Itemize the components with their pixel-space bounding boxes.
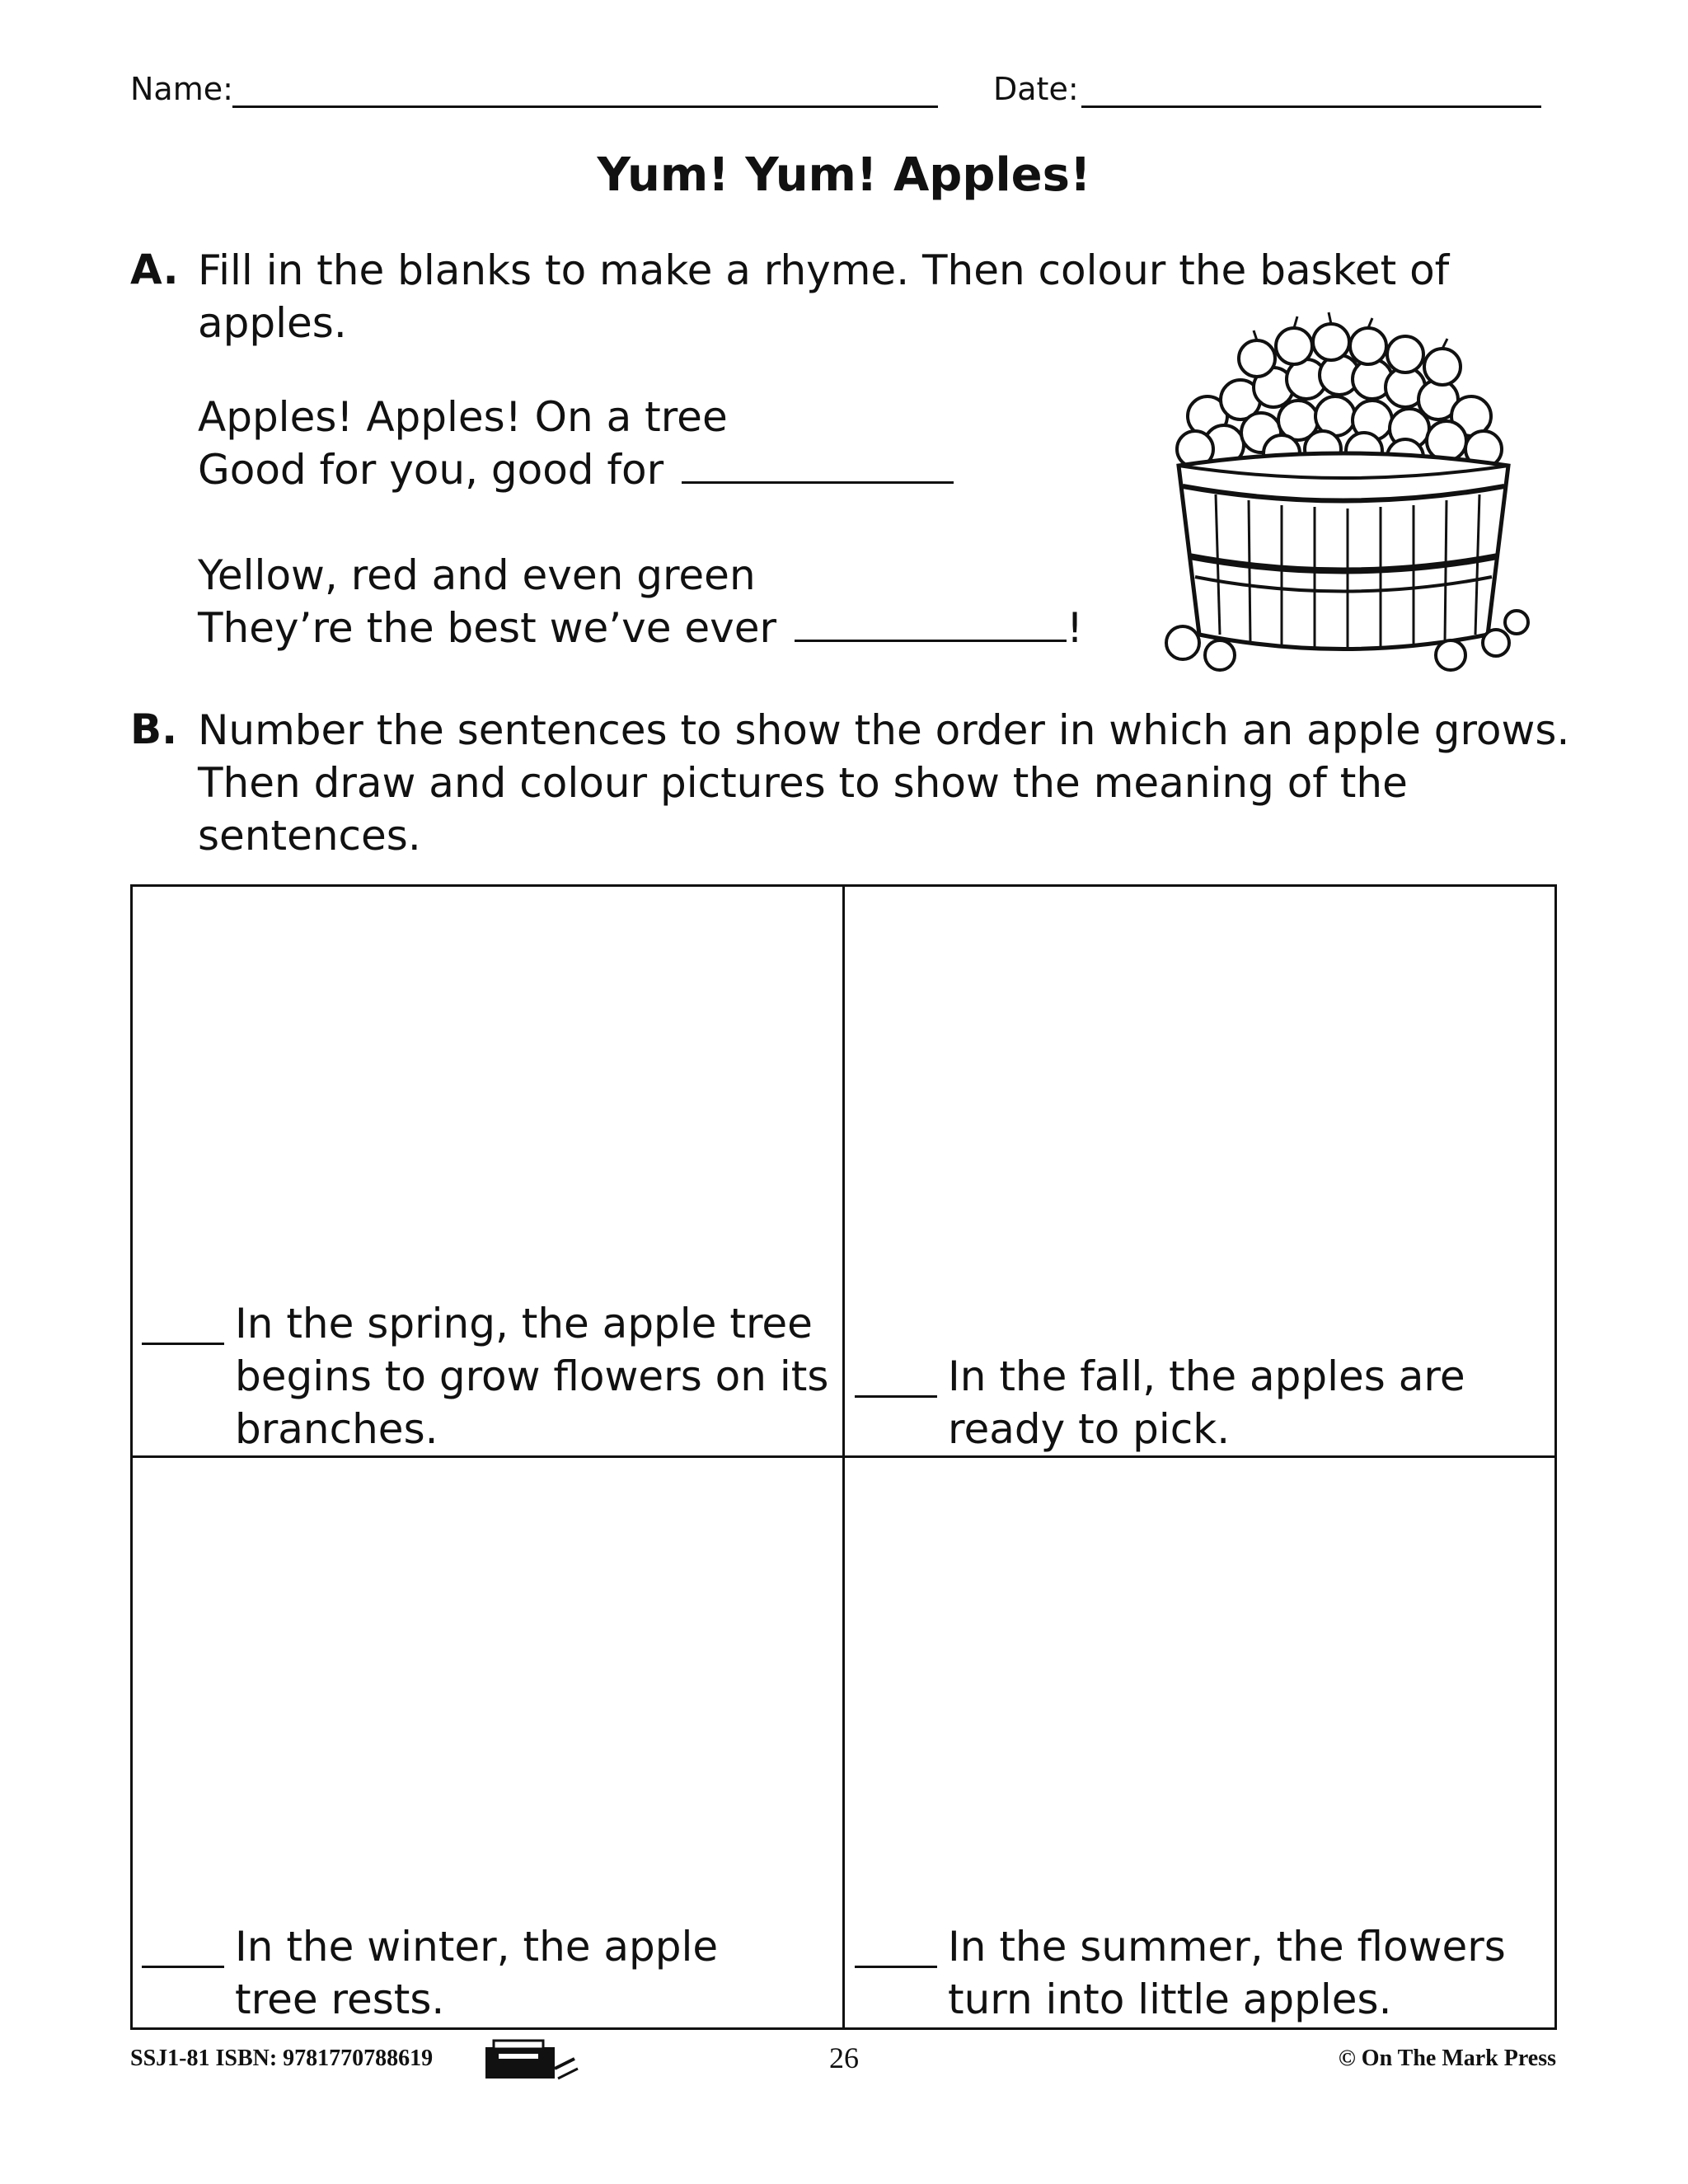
section-b-line3: sentences. [198, 812, 421, 860]
cell-2-sentence: In the fall, the apples are ready to pick. [948, 1352, 1465, 1453]
cell-4-sentence: In the summer, the flowers turn into little apples. [948, 1923, 1506, 2023]
rhyme-blank-1[interactable] [682, 445, 954, 484]
section-a-letter: A. [130, 246, 179, 293]
section-a-line1: Fill in the blanks to make a rhyme. Then colour the basket of [198, 246, 1450, 294]
date-field[interactable] [1081, 105, 1541, 108]
drawing-area-2[interactable] [846, 888, 1554, 1333]
footer-code: SSJ1-81 ISBN: 9781770788619 [130, 2046, 434, 2071]
cell-1-sentence: In the spring, the apple tree begins to grow flowers on its branches. [235, 1300, 829, 1453]
page-title: Yum! Yum! Apples! [597, 148, 1091, 202]
order-blank-3[interactable] [142, 1920, 224, 1968]
section-b-letter: B. [130, 705, 178, 753]
page-number: 26 [829, 2041, 859, 2074]
rhyme-line-1: Apples! Apples! On a tree [198, 393, 728, 441]
drawing-area-1[interactable] [134, 888, 839, 1283]
order-blank-2[interactable] [855, 1350, 937, 1398]
rhyme-line-2: Good for you, good for [198, 443, 954, 496]
section-b-instructions [198, 704, 1569, 862]
section-b-line2: Then draw and colour pictures to show the meaning of the [198, 759, 1408, 807]
order-blank-4[interactable] [855, 1920, 937, 1968]
footer-copyright: © On The Mark Press [1338, 2046, 1556, 2071]
name-label: Name: [130, 71, 233, 107]
drawing-area-4[interactable] [846, 1459, 1554, 1912]
rhyme-blank-2[interactable] [795, 603, 1067, 642]
grid-divider-horizontal [130, 1455, 1557, 1458]
apple-basket-illustration [1158, 309, 1537, 676]
section-a-line2: apples. [198, 299, 347, 347]
order-blank-1[interactable] [142, 1297, 224, 1345]
drawing-area-3[interactable] [134, 1459, 839, 1912]
name-field[interactable] [232, 105, 938, 108]
cell-3-sentence: In the winter, the apple tree rests. [235, 1923, 719, 2023]
rhyme-line-4: They’re the best we’ve ever ! [198, 604, 1084, 652]
rhyme-line-3: Yellow, red and even green [198, 551, 756, 599]
section-b-line1: Number the sentences to show the order in which an apple grows. [198, 706, 1570, 754]
date-label: Date: [993, 71, 1079, 107]
